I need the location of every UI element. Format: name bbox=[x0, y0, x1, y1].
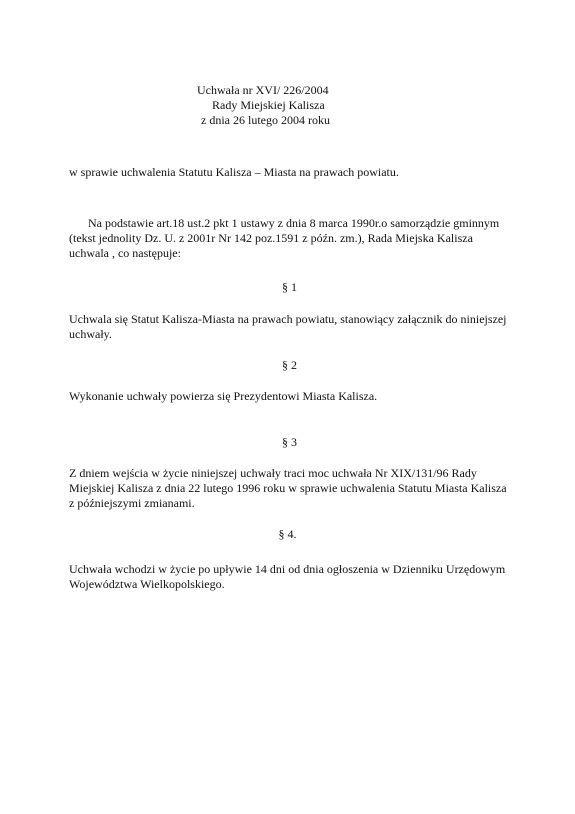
section-text-3: Z dniem wejścia w życie niniejszej uchwały traci moc uchwała Nr XIX/131/96 Rady Miejskiej Kalisza z dnia 22 lutego 1996 roku w sprawie uchwalenia Statutu Miasta Kalisza z późniejszymi zmianami. bbox=[69, 466, 507, 510]
section-text-1: Uchwala się Statut Kalisza-Miasta na prawach powiatu, stanowiący załącznik do niniejszej uchwały. bbox=[69, 312, 507, 341]
legal-basis-preamble: Na podstawie art.18 ust.2 pkt 1 ustawy z dnia 8 marca 1990r.o samorządzie gminnym (tekst jednolity Dz. U. z 2001r Nr 142 poz.1591 z późn. zm.), Rada Miejska Kalisza uchwala , co następuje: bbox=[69, 216, 500, 260]
resolution-header bbox=[170, 83, 400, 128]
resolution-subject: w sprawie uchwalenia Statutu Kalisza – Miasta na prawach powiatu. bbox=[69, 165, 399, 179]
section-text-2: Wykonanie uchwały powierza się Prezydentowi Miasta Kalisza. bbox=[69, 389, 378, 403]
council-name: Rady Miejskiej Kalisza bbox=[212, 98, 325, 112]
section-text-4: Uchwała wchodzi w życie po upływie 14 dni od dnia ogłoszenia w Dzienniku Urzędowym Województwa Wielkopolskiego. bbox=[69, 562, 506, 591]
resolution-number: Uchwała nr XVI/ 226/2004 bbox=[197, 83, 329, 97]
section-mark-1: § 1 bbox=[282, 280, 297, 294]
resolution-date: z dnia 26 lutego 2004 roku bbox=[201, 113, 330, 127]
section-mark-4: § 4. bbox=[278, 527, 297, 541]
section-mark-3: § 3 bbox=[282, 435, 297, 449]
section-mark-2: § 2 bbox=[282, 358, 297, 372]
